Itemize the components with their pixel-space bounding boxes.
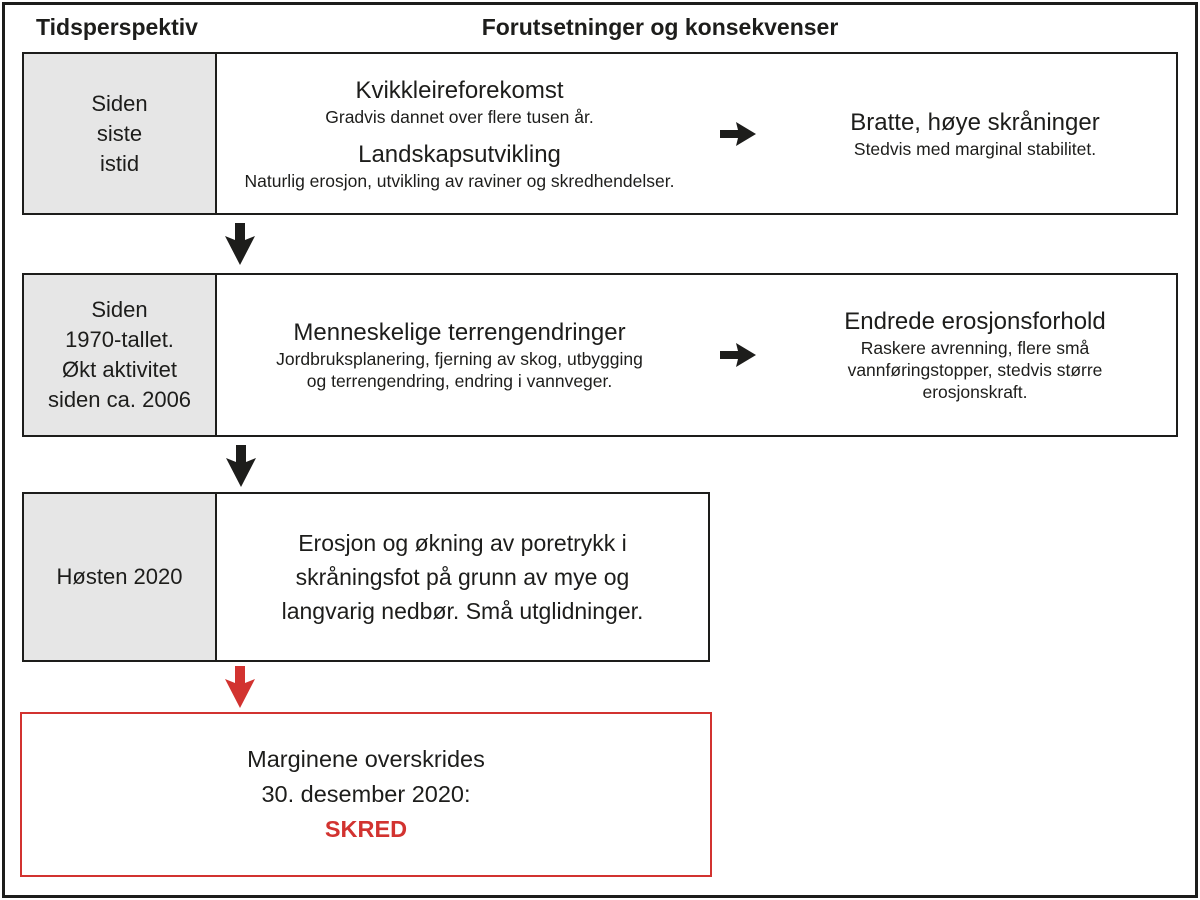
block-title: Menneskelige terrengendringer [293,319,626,346]
row-since-1970s [22,273,1178,437]
red-down-arrow-icon [221,666,259,709]
block-title: Landskapsutvikling [358,140,561,168]
text-line: langvarig nedbør. Små utglidninger. [281,598,644,624]
block-title: Bratte, høye skråninger [850,108,1100,136]
terrain-change-block [276,318,643,392]
cause-cell-rainfall [217,494,708,660]
consequence-cell-erosion [774,275,1176,435]
outcome-line: 30. desember 2020: [261,781,471,807]
cause-cell-human-changes [217,275,702,435]
block-title: Endrede erosjonsforhold [844,308,1106,335]
time-cell-ice-age [24,54,217,213]
right-arrow-icon [719,342,757,368]
quick-clay-block [325,76,593,128]
time-line: 1970-tallet. [65,327,174,352]
down-arrow-icon [222,445,260,488]
block-subtext: Gradvis dannet over flere tusen år. [325,106,594,127]
block-subtext: og terrengendring, endring i vannveger. [306,371,613,391]
consequence-cell-slopes [774,54,1176,213]
row-autumn-2020 [22,492,710,662]
block-subtext: Raskere avrenning, flere små [860,338,1090,358]
block-subtext: Jordbruksplanering, fjerning av skog, utbygging [276,349,643,369]
column-header-time-perspective: Tidsperspektiv [36,14,198,40]
block-subtext: Naturlig erosjon, utvikling av raviner og skredhendelser. [244,170,675,191]
block-subtext: vannføringstopper, stedvis større [847,360,1103,380]
block-title: Kvikkleireforekomst [355,76,564,104]
landscape-block [245,140,675,192]
time-line: Høsten 2020 [56,564,183,589]
block-subtext: erosjonskraft. [922,382,1028,402]
time-line: Siden [91,297,148,322]
time-cell-1970s [24,275,217,435]
block-subtext: Stedvis med marginal stabilitet. [853,138,1097,159]
landslide-label: SKRED [324,816,408,842]
text-line: Erosjon og økning av poretrykk i [298,530,627,556]
row-since-last-ice-age [22,52,1178,215]
arrow-cell [702,275,774,435]
time-line: istid [99,150,140,176]
time-line: Siden [91,90,148,116]
time-line: Økt aktivitet [62,357,177,382]
down-arrow-icon [221,223,259,266]
cause-cell-geology [217,54,702,213]
time-line: siden ca. 2006 [47,387,192,412]
time-line: siste [96,120,143,146]
landslide-outcome-box [20,712,712,877]
text-line: skråningsfot på grunn av mye og [295,564,630,590]
arrow-cell [702,54,774,213]
column-header-preconditions-consequences: Forutsetninger og konsekvenser [481,14,839,40]
right-arrow-icon [719,121,757,147]
time-cell-autumn-2020 [24,494,217,660]
outcome-line: Marginene overskrides [247,746,485,772]
